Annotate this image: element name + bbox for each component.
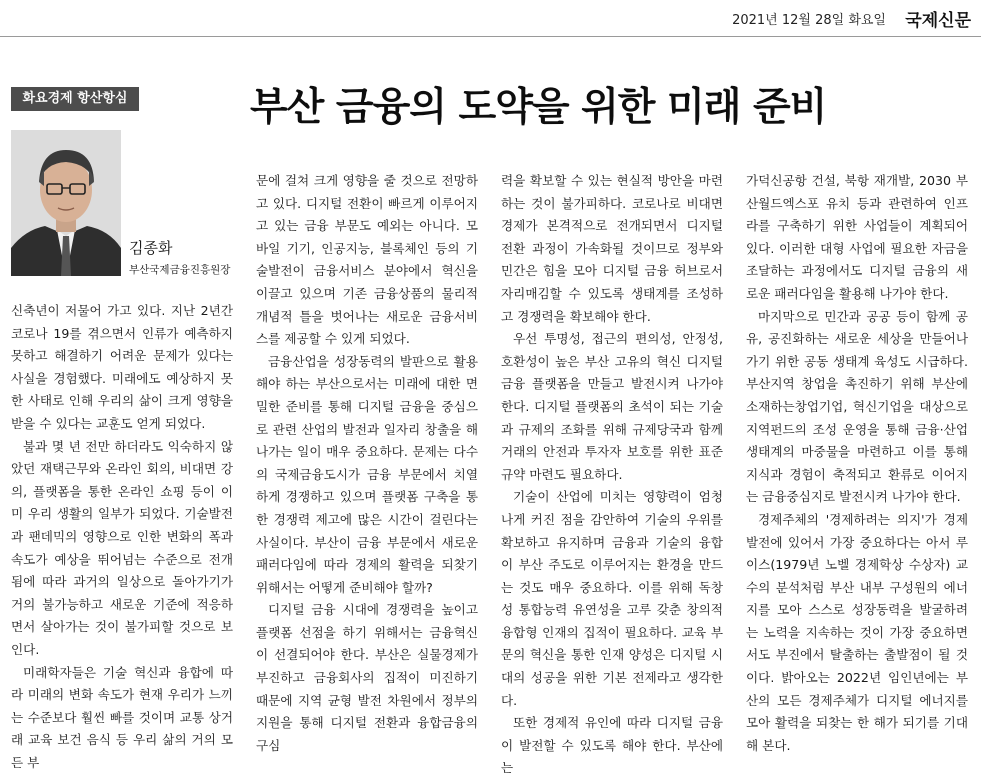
article-column-1	[11, 300, 233, 774]
author-title: 부산국제금융진흥원장	[129, 264, 231, 276]
paragraph: 디지털 금융 시대에 경쟁력을 높이고 플랫폼 선점을 하기 위해서는 금융혁신이 선결되어야 한다. 부산은 실물경제가 부진하고 금융회사의 집적이 미진하기 때문에 지역 균형 발전 차원에서 정부의 지원을 통해 디지털 전환과 융합금융의 구심	[256, 602, 478, 753]
paragraph: 가덕신공항 건설, 북항 재개발, 2030 부산월드엑스포 유치 등과 관련하여 인프라를 구축하기 위한 사업들이 계획되어 있다. 이러한 대형 사업에 필요한 자금을 조달하는 과정에서도 디지털 금융의 새로운 패러다임을 활용해 나가야 한다.	[746, 173, 968, 301]
paragraph: 기술이 산업에 미치는 영향력이 엄청나게 커진 점을 감안하여 기술의 우위를 확보하고 유지하며 금융과 기술의 융합이 부산 주도로 이루어지는 환경을 만드는 것도 매우 중요하다. 이를 위해 독창성 통합능력 유연성을 고루 갖춘 창의적 융합형 인재의 집적이 필요하다. 교육 부문의 혁신을 통한 인재 양성은 디지털 시대의 성공을 위한 기본 전제라고 생각한다.	[501, 489, 723, 708]
masthead-divider	[0, 36, 981, 37]
paragraph: 력을 확보할 수 있는 현실적 방안을 마련하는 것이 불가피하다. 코로나로 비대면 경제가 본격적으로 전개되면서 디지털 전환 과정이 가속화될 것이므로 정부와 민간은 힘을 모아 디지털 금융 허브로서 자리매김할 수 있도록 생태계를 조성하고 경쟁력을 확보해야 한다.	[501, 173, 723, 324]
article-column-4	[746, 170, 968, 757]
paragraph: 미래학자들은 기술 혁신과 융합에 따라 미래의 변화 속도가 현재 우리가 느끼는 수준보다 훨씬 빠를 것이며 교통 상거래 교육 보건 음식 등 우리 삶의 거의 모든 부	[11, 664, 233, 770]
paragraph: 우선 투명성, 접근의 편의성, 안정성, 호환성이 높은 부산 고유의 혁신 디지털 금융 플랫폼을 만들고 발전시켜 나가야 한다. 디지털 플랫폼의 초석이 되는 기술과 규제의 조화를 위해 규제당국과 함께 거래의 안전과 투자자 보호를 위한 표준 규약 마련도 필요하다.	[501, 331, 723, 482]
author-portrait-image	[11, 130, 121, 276]
author-name: 김종화	[129, 239, 173, 257]
article-column-3	[501, 170, 723, 780]
paragraph: 경제주체의 '경제하려는 의지'가 경제 발전에 있어서 가장 중요하다는 아서 루이스(1979년 노벨 경제학상 수상자) 교수의 분석처럼 부산 내부 구성원의 에너지를 모아 스스로 성장동력을 발굴하려는 노력을 지속하는 것이 가장 중요하면서도 부진에서 탈출하는 출발점이 될 것이다. 밝아오는 2022년 임인년에는 부산의 모든 경제주체가 디지털 에너지를 모아 활력을 되찾는 한 해가 되기를 기대해 본다.	[746, 511, 968, 753]
paragraph: 신축년이 저물어 가고 있다. 지난 2년간 코로나 19를 겪으면서 인류가 예측하지 못하고 해결하기 어려운 문제가 있다는 사실을 경험했다. 미래에도 예상하지 못한 사태로 인해 우리의 삶이 크게 영향을 받을 수 있다는 교훈도 얻게 되었다.	[11, 303, 233, 431]
newspaper-logo: 국제신문	[905, 11, 971, 31]
publication-date: 2021년 12월 28일 화요일	[732, 13, 886, 28]
paragraph: 불과 몇 년 전만 하더라도 익숙하지 않았던 재택근무와 온라인 회의, 비대면 강의, 플랫폼을 통한 온라인 쇼핑 등이 이미 우리 생활의 일부가 되었다. 기술발전과 팬데믹의 영향으로 인한 변화의 폭과 속도가 예상을 뛰어넘는 수준으로 전개됨에 따라 과거의 일상으로 돌아가기가 거의 불가능하고 새로운 기준에 적응하면서 살아가는 것이 불가피할 것으로 보인다.	[11, 438, 233, 657]
paragraph: 또한 경제적 유인에 따라 디지털 금융이 발전할 수 있도록 해야 한다. 부산에는	[501, 715, 723, 776]
paragraph: 금융산업을 성장동력의 발판으로 활용해야 하는 부산으로서는 미래에 대한 면밀한 준비를 통해 디지털 금융을 중심으로 관련 산업의 발전과 일자리 창출을 해 나가는 일이 매우 중요하다. 문제는 다수의 국제금융도시가 금융 부문에서 치열하게 경쟁하고 있으며 플랫폼 구축을 통한 경쟁력 제고에 많은 시간이 걸린다는 사실이다. 부산이 금융 부문에서 새로운 패러다임에 따라 경제의 활력을 되찾기 위해서는 어떻게 준비해야 할까?	[256, 353, 478, 595]
article-headline: 부산 금융의 도약을 위한 미래 준비	[250, 84, 827, 130]
paragraph: 문에 걸쳐 크게 영향을 줄 것으로 전망하고 있다. 디지털 전환이 빠르게 이루어지고 있는 금융 부문도 예외는 아니다. 모바일 기기, 인공지능, 블록체인 등의 기술발전이 금융서비스 분야에서 혁신을 이끌고 있으며 기존 금융상품의 물리적 개념적 틀을 벗어나는 새로운 금융서비스를 제공할 수 있게 되었다.	[256, 173, 478, 347]
article-column-2	[256, 170, 478, 757]
author-photo	[11, 130, 121, 276]
paragraph: 마지막으로 민간과 공공 등이 함께 공유, 공진화하는 새로운 세상을 만들어나가기 위한 공동 생태계 육성도 시급하다. 부산지역 창업을 촉진하기 위해 부산에 소재하는창업기업, 혁신기업을 대상으로 지역펀드의 조성 운영을 통해 금융·산업 생태계의 마중물을 마련하고 이를 통해 지식과 경험이 축적되고 환류로 이어지는 금융중심지로 발전시켜 나가야 한다.	[746, 308, 968, 505]
column-series-badge: 화요경제 항산항심	[11, 87, 139, 111]
